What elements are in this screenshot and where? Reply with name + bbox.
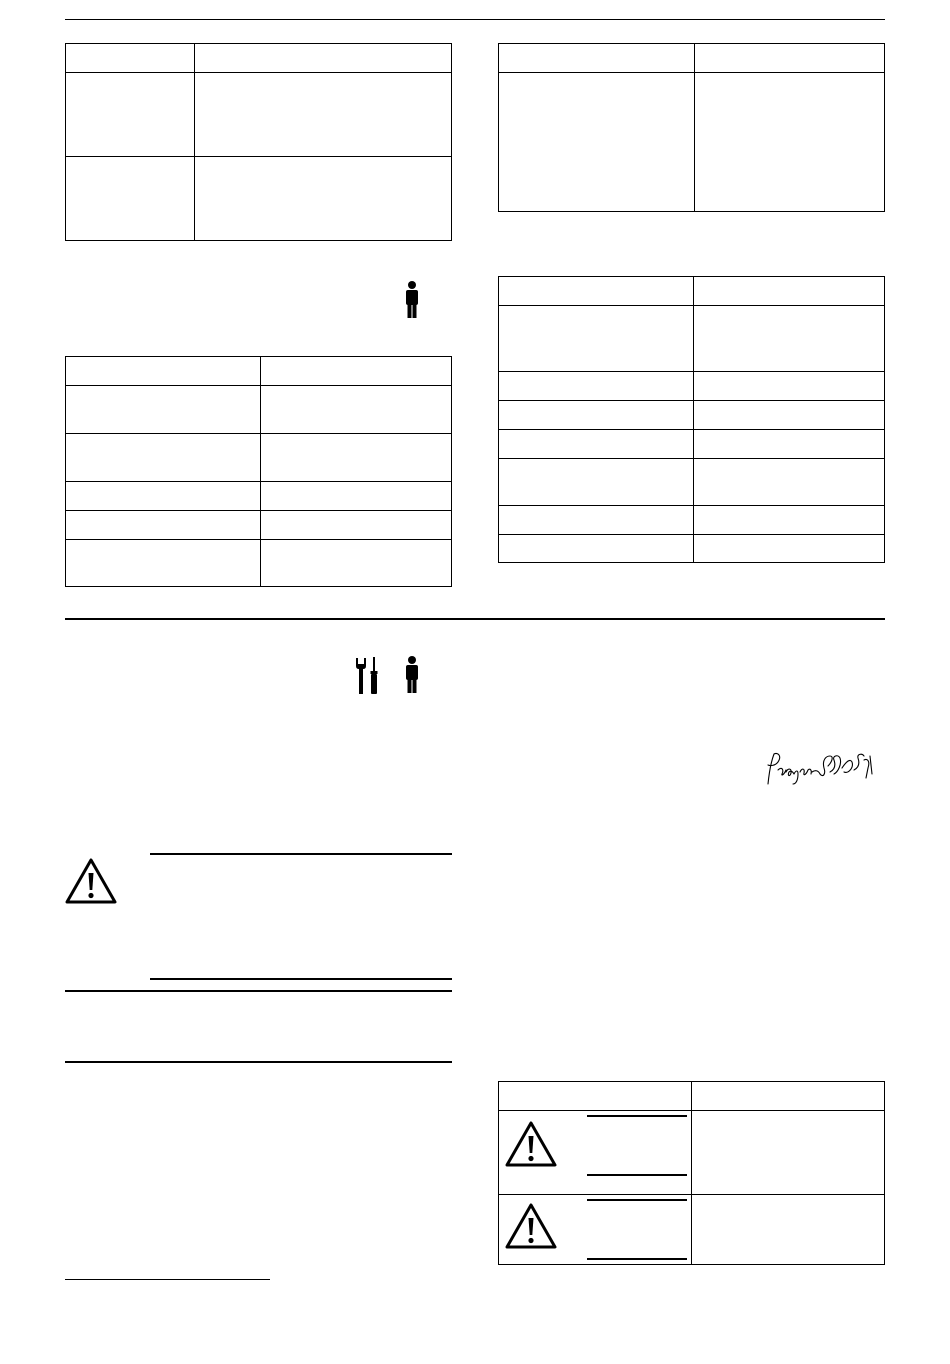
table-row xyxy=(66,157,452,241)
table-cell xyxy=(261,434,452,482)
table-row xyxy=(499,459,885,506)
table-cell xyxy=(66,482,261,511)
wrench-screwdriver-icon xyxy=(354,656,380,696)
table-cell xyxy=(195,157,452,241)
table-cell xyxy=(695,44,885,73)
table-cell xyxy=(694,277,885,306)
table-row xyxy=(66,511,452,540)
table-cell xyxy=(499,277,694,306)
table-row xyxy=(499,306,885,372)
warning-rule-top xyxy=(150,853,452,855)
table-row xyxy=(66,540,452,587)
table-cell xyxy=(66,44,195,73)
table-cell xyxy=(499,535,694,563)
signature xyxy=(760,748,886,788)
table-cell xyxy=(261,540,452,587)
table-row xyxy=(66,73,452,157)
table-cell xyxy=(499,430,694,459)
table-row xyxy=(499,535,885,563)
table-cell xyxy=(499,401,694,430)
table-row xyxy=(66,482,452,511)
table-cell xyxy=(499,372,694,401)
table-row xyxy=(499,430,885,459)
person-icon xyxy=(404,656,420,694)
table-row xyxy=(499,1082,885,1111)
note-rule-bottom xyxy=(65,1061,452,1063)
table-cell xyxy=(692,1111,885,1195)
table-cell xyxy=(499,1195,692,1265)
table-cell xyxy=(694,401,885,430)
table-cell xyxy=(692,1082,885,1111)
table-row xyxy=(499,506,885,535)
table-row xyxy=(66,357,452,386)
table-cell xyxy=(499,44,695,73)
table-row xyxy=(499,372,885,401)
table-mid-right xyxy=(498,276,885,563)
warning-rule-top xyxy=(587,1199,687,1201)
table-cell xyxy=(499,1082,692,1111)
table-cell xyxy=(499,1111,692,1195)
person-icon xyxy=(404,281,420,319)
table-cell xyxy=(499,73,695,212)
note-rule-top xyxy=(65,990,452,992)
table-cell xyxy=(261,357,452,386)
table-cell xyxy=(261,482,452,511)
table-row xyxy=(499,44,885,73)
table-row xyxy=(499,401,885,430)
table-cell xyxy=(694,535,885,563)
table-cell xyxy=(195,44,452,73)
table-top-left xyxy=(65,43,452,241)
table-cell xyxy=(66,386,261,434)
table-cell xyxy=(66,540,261,587)
table-cell xyxy=(694,459,885,506)
table-top-right xyxy=(498,43,885,212)
table-cell xyxy=(694,430,885,459)
warning-triangle-icon xyxy=(64,857,118,905)
table-cell xyxy=(66,511,261,540)
table-row xyxy=(499,73,885,212)
warning-rule-bottom xyxy=(150,978,452,980)
table-bottom-right xyxy=(498,1081,885,1265)
warning-triangle-icon xyxy=(504,1202,558,1250)
table-row xyxy=(66,44,452,73)
table-row xyxy=(499,1195,885,1265)
table-cell xyxy=(261,511,452,540)
table-cell xyxy=(695,73,885,212)
table-cell xyxy=(261,386,452,434)
table-mid-left xyxy=(65,356,452,587)
table-cell xyxy=(499,459,694,506)
table-cell xyxy=(499,506,694,535)
warning-rule-bottom xyxy=(587,1174,687,1176)
section-divider xyxy=(65,618,885,620)
footnote-rule xyxy=(65,1279,270,1280)
table-cell xyxy=(66,73,195,157)
table-cell xyxy=(694,506,885,535)
table-row xyxy=(66,434,452,482)
warning-rule-bottom xyxy=(587,1258,687,1260)
table-row xyxy=(499,1111,885,1195)
table-cell xyxy=(66,157,195,241)
warning-triangle-icon xyxy=(504,1120,558,1168)
table-cell xyxy=(195,73,452,157)
table-row xyxy=(499,277,885,306)
table-cell xyxy=(694,306,885,372)
warning-rule-top xyxy=(587,1115,687,1117)
table-cell xyxy=(66,434,261,482)
table-cell xyxy=(692,1195,885,1265)
table-cell xyxy=(499,306,694,372)
table-cell xyxy=(66,357,261,386)
table-cell xyxy=(694,372,885,401)
top-rule xyxy=(65,19,885,20)
table-row xyxy=(66,386,452,434)
